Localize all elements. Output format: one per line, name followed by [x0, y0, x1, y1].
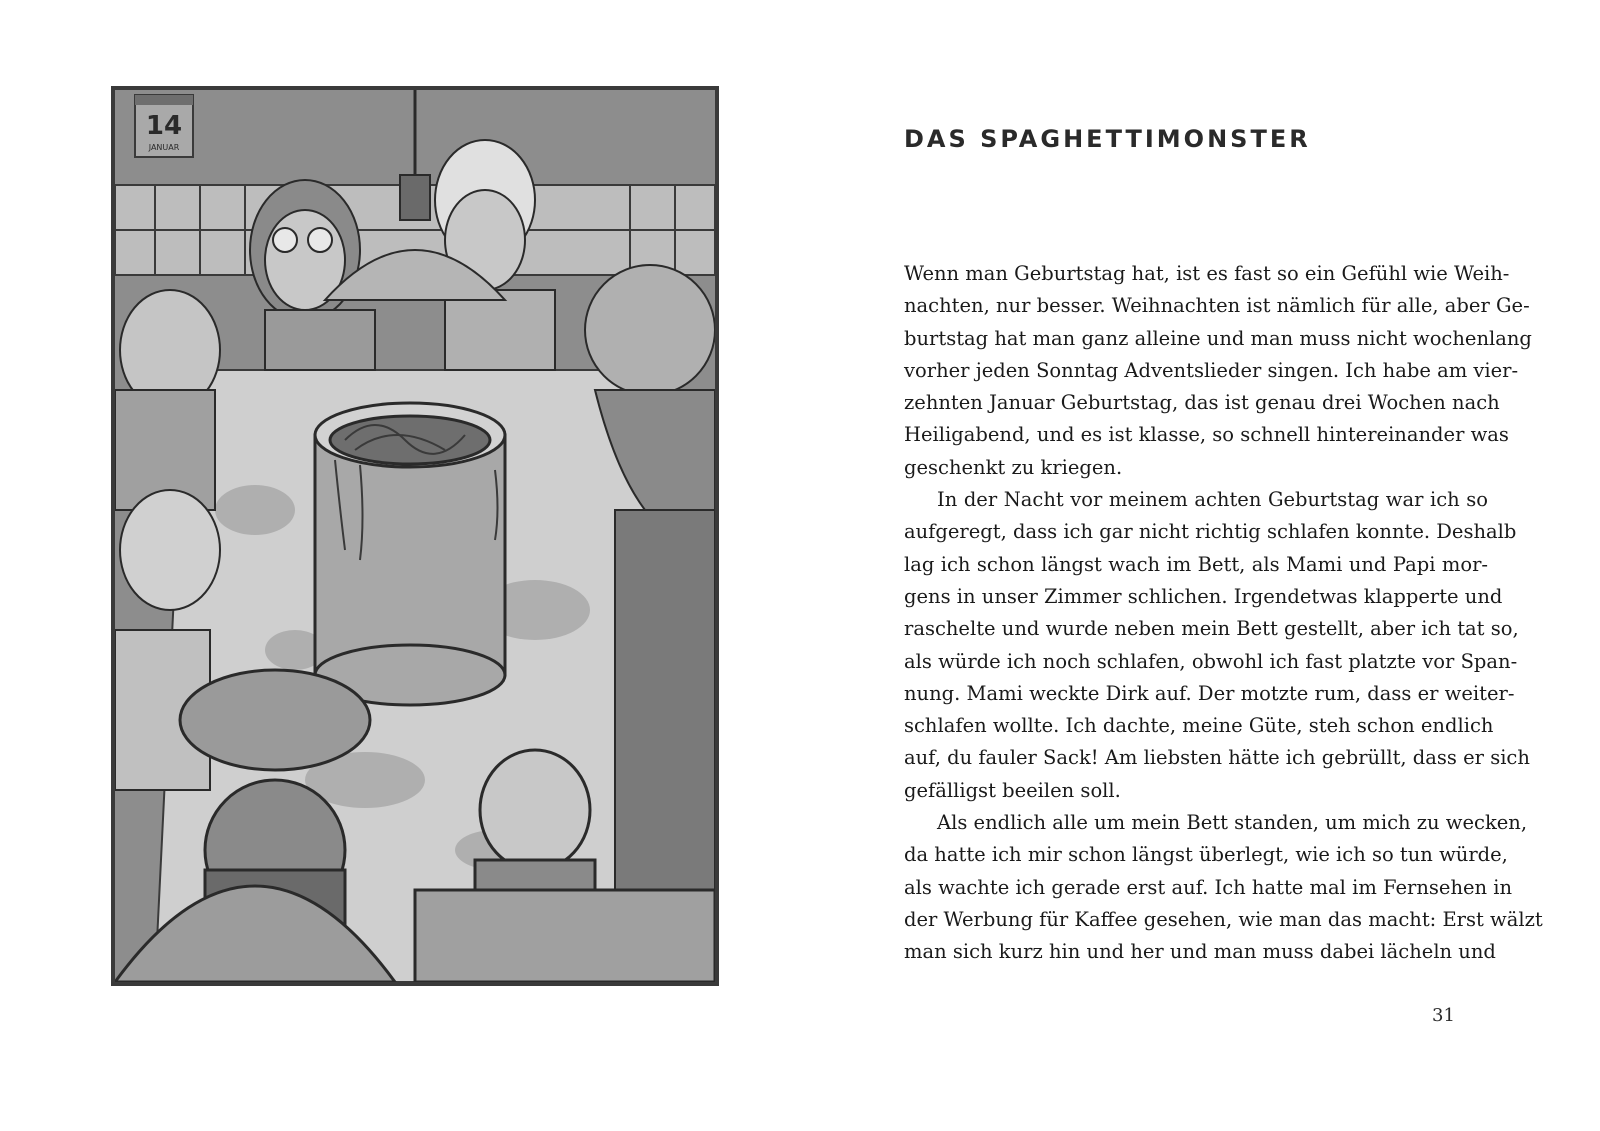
text-line: gefälligst beeilen soll.	[904, 778, 1121, 802]
text-line: raschelte und wurde neben mein Bett gestellt, aber ich tat so,	[904, 617, 1519, 641]
text-line: vorher jeden Sonntag Adventslieder singen. Ich habe am vier-	[904, 358, 1519, 382]
illustration-spaghetti-party	[111, 86, 719, 986]
calendar-day: 14	[145, 111, 183, 141]
text-line: lag ich schon längst wach im Bett, als Mami und Papi mor-	[904, 552, 1488, 576]
text-line: burtstag hat man ganz alleine und man muss nicht wochenlang	[904, 326, 1532, 350]
text-line: gens in unser Zimmer schlichen. Irgendetwas klapperte und	[904, 584, 1503, 608]
text-line: zehnten Januar Geburtstag, das ist genau drei Wochen nach	[904, 391, 1500, 415]
text-line: In der Nacht vor meinem achten Geburtstag war ich so	[937, 488, 1488, 512]
chapter-title: DAS SPAGHETTIMONSTER	[904, 125, 1311, 153]
text-line: geschenkt zu kriegen.	[904, 455, 1123, 479]
text-line: nung. Mami weckte Dirk auf. Der motzte rum, dass er weiter-	[904, 681, 1515, 705]
text-line: aufgeregt, dass ich gar nicht richtig schlafen konnte. Deshalb	[904, 520, 1517, 544]
body-text	[904, 258, 1543, 969]
text-line: Wenn man Geburtstag hat, ist es fast so ein Gefühl wie Weih-	[904, 262, 1510, 285]
text-line: als wachte ich gerade erst auf. Ich hatte mal im Fernsehen in	[904, 875, 1513, 899]
text-line: auf, du fauler Sack! Am liebsten hätte ich gebrüllt, dass er sich	[904, 746, 1530, 770]
illustration-drawing	[115, 90, 715, 982]
text-line: nachten, nur besser. Weihnachten ist nämlich für alle, aber Ge-	[904, 294, 1530, 318]
text-line: der Werbung für Kaffee gesehen, wie man das macht: Erst wälzt	[904, 907, 1543, 931]
text-line: als würde ich noch schlafen, obwohl ich fast platzte vor Span-	[904, 649, 1518, 673]
text-line: schlafen wollte. Ich dachte, meine Güte, steh schon endlich	[904, 714, 1494, 738]
text-line: man sich kurz hin und her und man muss dabei lächeln und	[904, 940, 1496, 964]
text-line: Heiligabend, und es ist klasse, so schnell hintereinander was	[904, 423, 1509, 447]
page-number: 31	[1432, 1005, 1455, 1026]
text-line: da hatte ich mir schon längst überlegt, wie ich so tun würde,	[904, 843, 1508, 867]
text-line: Als endlich alle um mein Bett standen, um mich zu wecken,	[937, 811, 1528, 835]
calendar-month: JANUAR	[148, 143, 180, 152]
